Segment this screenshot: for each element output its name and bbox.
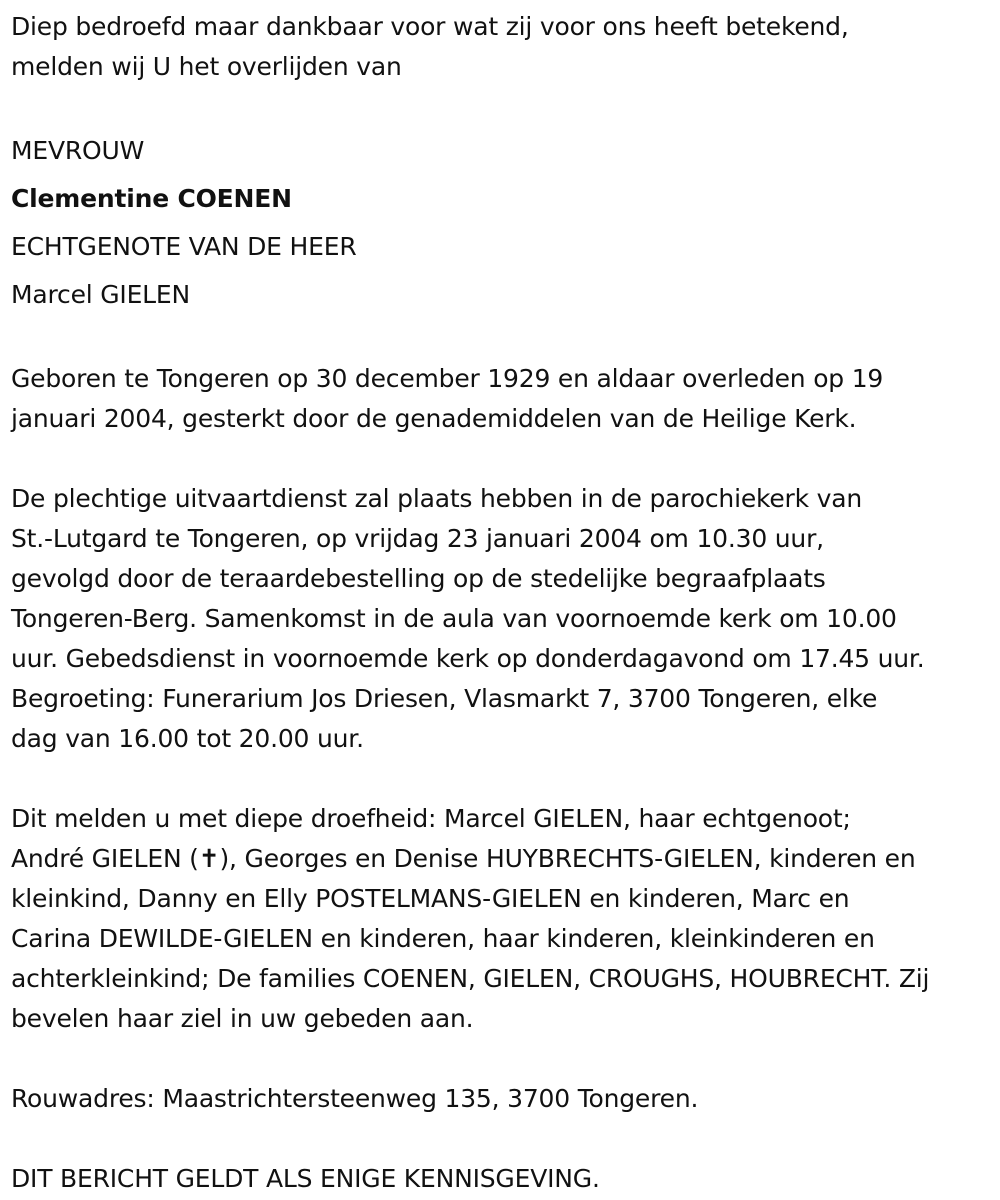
intro-line: melden wij U het overlijden van: [11, 52, 402, 81]
closing-paragraph: [11, 1159, 996, 1199]
paragraph-gap: [11, 1039, 996, 1079]
obituary-notice: [11, 7, 996, 1199]
paragraph-gap: [11, 319, 996, 359]
paragraph-gap: [11, 759, 996, 799]
family-paragraph: [11, 799, 996, 1039]
funeral-line: Tongeren-Berg. Samenkomst in de aula van voornoemde kerk om 10.00: [11, 604, 897, 633]
funeral-line: De plechtige uitvaartdienst zal plaats hebben in de parochiekerk van: [11, 484, 863, 513]
funeral-line: gevolgd door de teraardebestelling op de stedelijke begraafplaats: [11, 564, 826, 593]
family-line: kleinkind, Danny en Elly POSTELMANS-GIELEN en kinderen, Marc en: [11, 884, 850, 913]
closing-notice: DIT BERICHT GELDT ALS ENIGE KENNISGEVING.: [11, 1164, 600, 1193]
deceased-block: [11, 127, 996, 319]
spouse-label: ECHTGENOTE VAN DE HEER: [11, 232, 357, 261]
deceased-name: Clementine COENEN: [11, 184, 292, 213]
birth-death-line: januari 2004, gesterkt door de genademiddelen van de Heilige Kerk.: [11, 404, 857, 433]
mourning-address: Rouwadres: Maastrichtersteenweg 135, 3700 Tongeren.: [11, 1084, 699, 1113]
family-line: Carina DEWILDE-GIELEN en kinderen, haar kinderen, kleinkinderen en: [11, 924, 875, 953]
address-paragraph: [11, 1079, 996, 1119]
funeral-paragraph: [11, 479, 996, 759]
paragraph-gap: [11, 1119, 996, 1159]
paragraph-gap: [11, 439, 996, 479]
birth-death-paragraph: [11, 359, 996, 439]
family-line: bevelen haar ziel in uw gebeden aan.: [11, 1004, 474, 1033]
birth-death-line: Geboren te Tongeren op 30 december 1929 en aldaar overleden op 19: [11, 364, 884, 393]
funeral-line: St.-Lutgard te Tongeren, op vrijdag 23 januari 2004 om 10.30 uur,: [11, 524, 824, 553]
paragraph-gap: [11, 87, 996, 127]
funeral-line: Begroeting: Funerarium Jos Driesen, Vlasmarkt 7, 3700 Tongeren, elke: [11, 684, 878, 713]
family-line: achterkleinkind; De families COENEN, GIELEN, CROUGHS, HOUBRECHT. Zij: [11, 964, 930, 993]
family-line: Dit melden u met diepe droefheid: Marcel GIELEN, haar echtgenoot;: [11, 804, 851, 833]
spouse-name: Marcel GIELEN: [11, 280, 191, 309]
intro-line: Diep bedroefd maar dankbaar voor wat zij voor ons heeft betekend,: [11, 12, 849, 41]
family-line: André GIELEN (✝), Georges en Denise HUYBRECHTS-GIELEN, kinderen en: [11, 844, 916, 873]
funeral-line: uur. Gebedsdienst in voornoemde kerk op donderdagavond om 17.45 uur.: [11, 644, 925, 673]
funeral-line: dag van 16.00 tot 20.00 uur.: [11, 724, 364, 753]
deceased-title: MEVROUW: [11, 136, 145, 165]
intro-paragraph: [11, 7, 996, 87]
